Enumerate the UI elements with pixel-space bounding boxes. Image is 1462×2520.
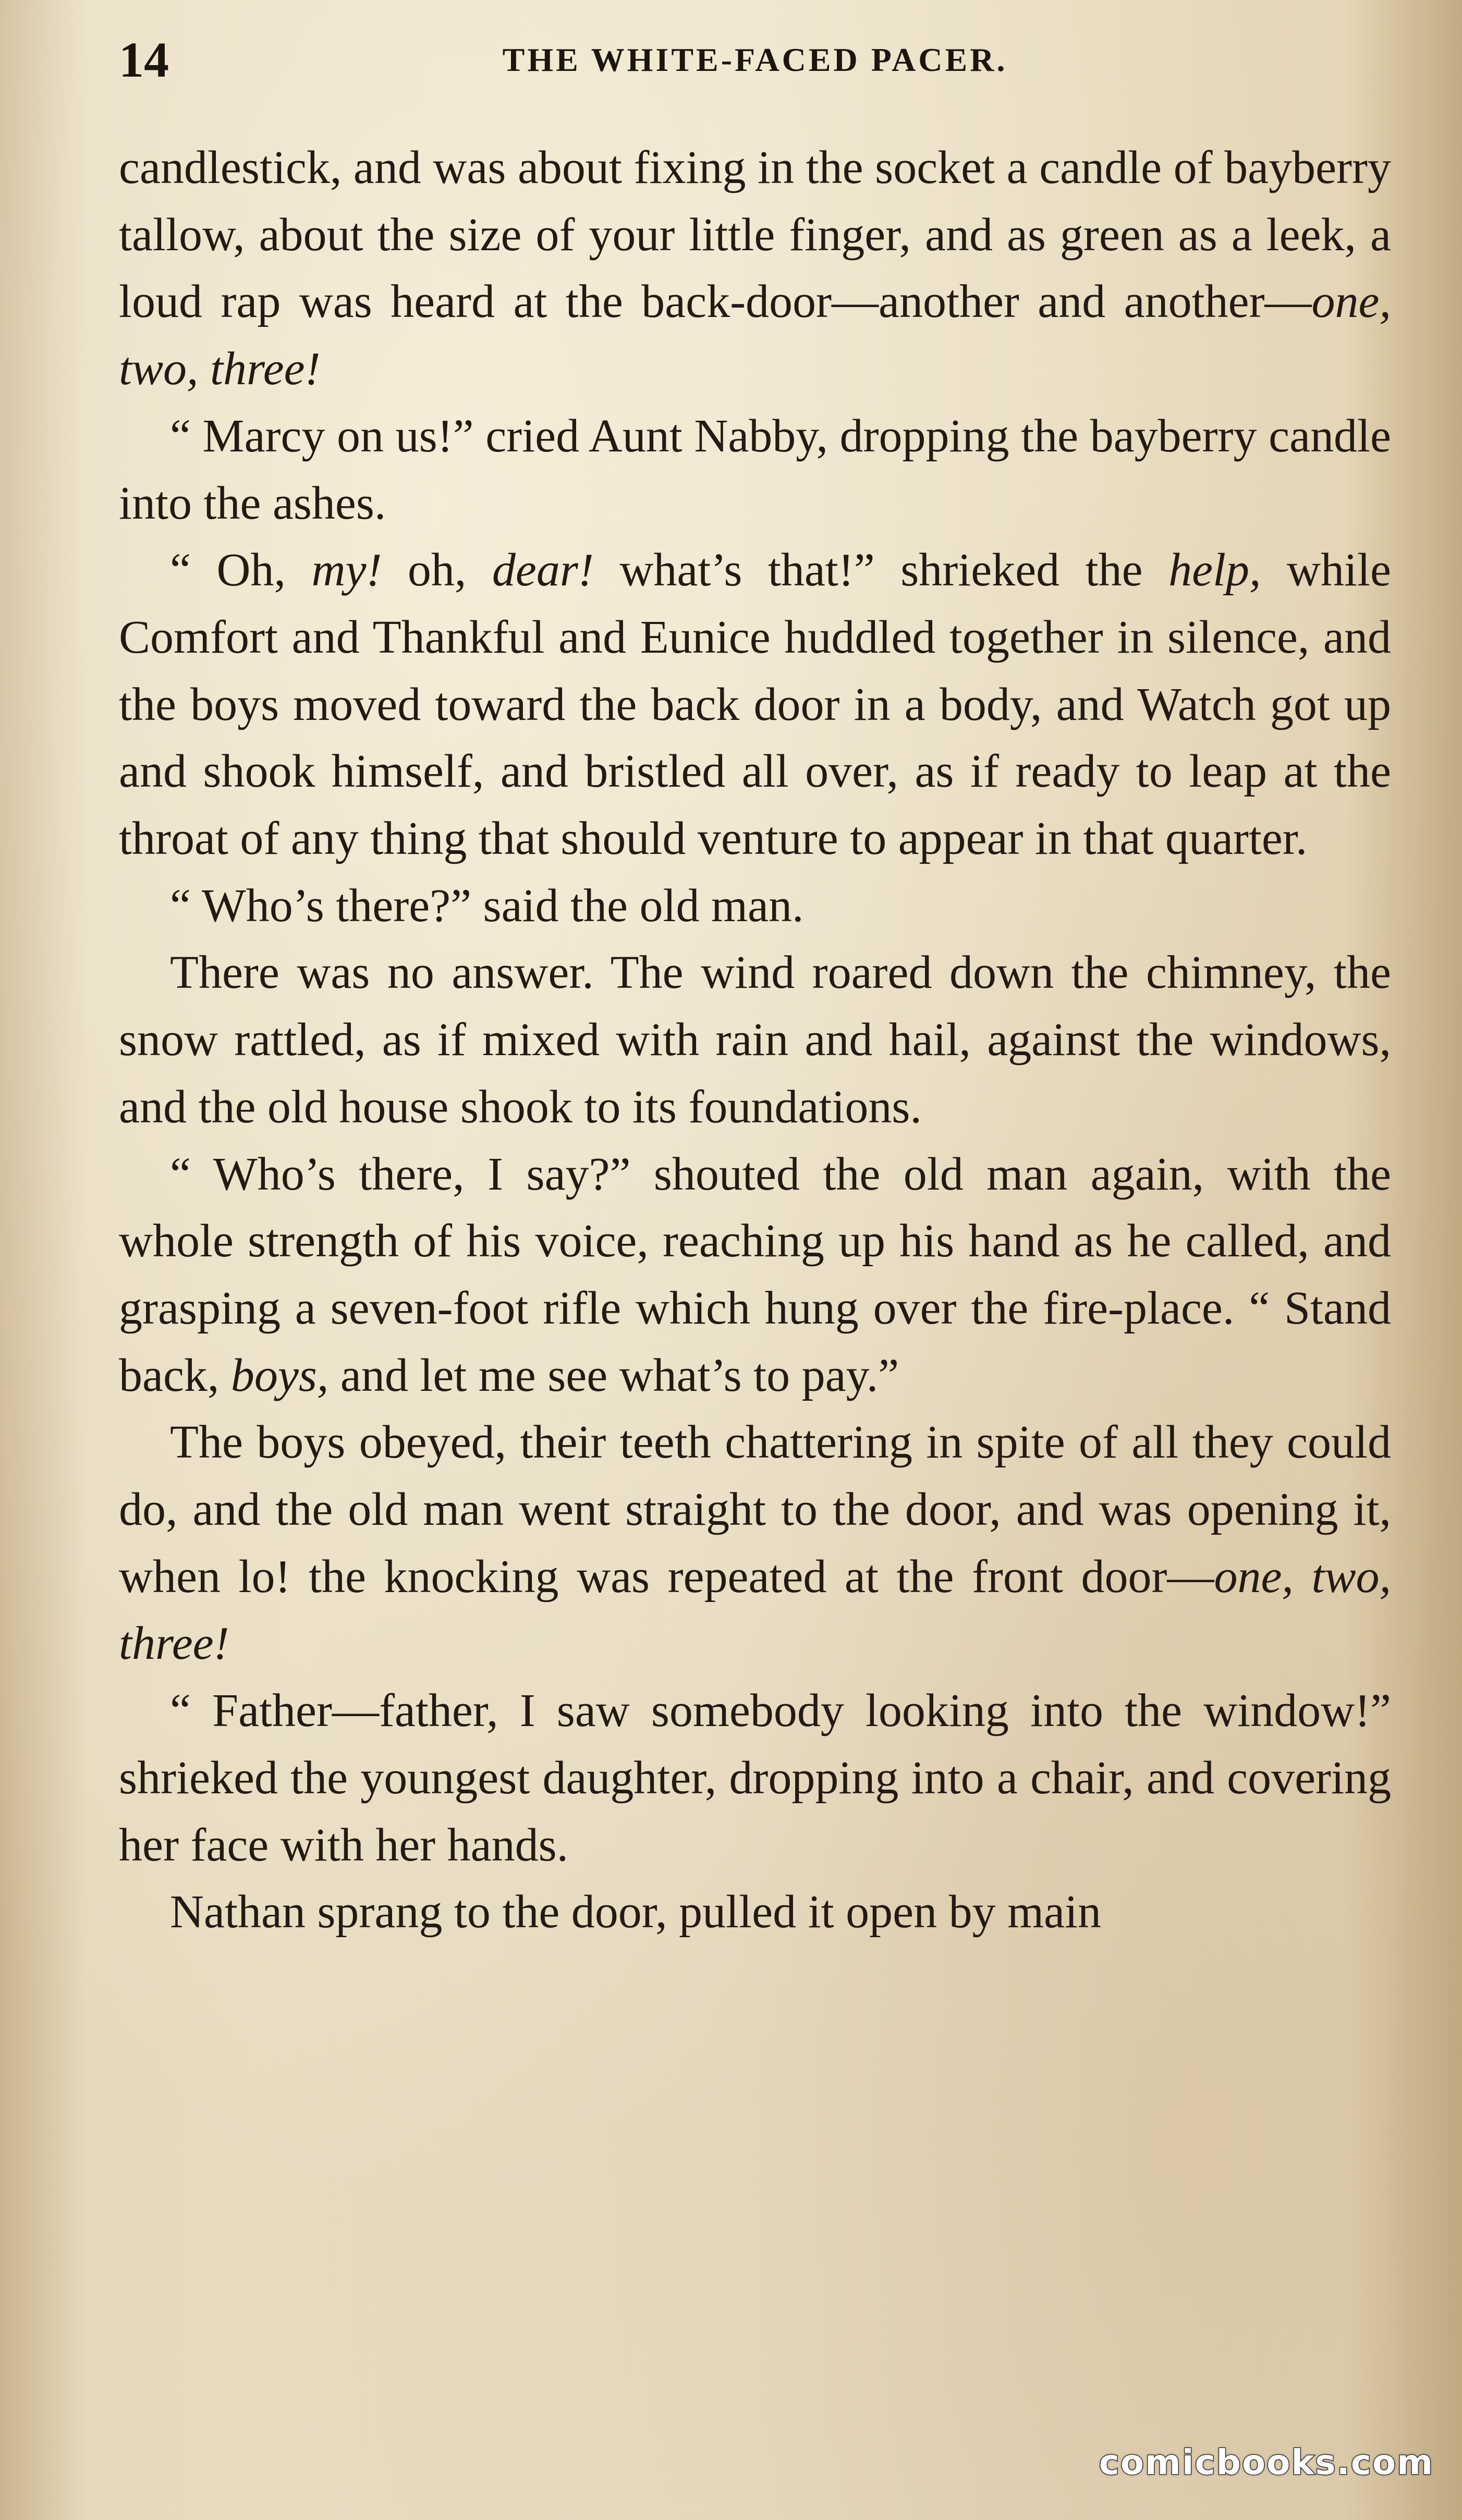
paragraph bbox=[119, 1678, 1391, 1879]
paragraph-text: while Comfort and Thankful and Eunice huddled together in silence, and the boys moved toward the back door in a body, and Watch got up and shook himself, and bristled all over, as if ready to leap at the throat of any thing that should venture to appear in that quarter. bbox=[119, 544, 1392, 865]
italic-text: boys, bbox=[230, 1349, 329, 1401]
paragraph bbox=[119, 134, 1391, 403]
page-number: 14 bbox=[119, 32, 169, 88]
italic-text: one, two, three! bbox=[119, 1550, 1391, 1670]
running-head: THE WHITE-FACED PACER. bbox=[502, 41, 1008, 78]
italic-text: dear! bbox=[492, 544, 594, 596]
paragraph bbox=[119, 939, 1391, 1141]
paragraph-text: Nathan sprang to the door, pulled it open by main bbox=[170, 1886, 1102, 1938]
italic-text: help, bbox=[1168, 544, 1261, 596]
paragraph-text: what’s that!” shrieked the bbox=[593, 544, 1169, 596]
paragraph bbox=[119, 1409, 1391, 1678]
paragraph bbox=[119, 873, 1391, 940]
paragraph-text: candlestick, and was about fixing in the socket a candle of bayberry tallow, about the size of your little finger, and as green as a leek, a loud rap was heard at the back-door—another and another— bbox=[119, 142, 1391, 328]
paragraph bbox=[119, 1141, 1391, 1410]
paragraph-text: “ Who’s there, I say?” shouted the old man again, with the whole strength of his voice, reaching up his hand as he called, and grasping a seven-foot rifle which hung over the fire-place. “ Stand back, bbox=[119, 1148, 1391, 1401]
italic-text: my! bbox=[311, 544, 382, 596]
page-header bbox=[119, 31, 1391, 89]
paragraph-text: The boys obeyed, their teeth chattering in spite of all they could do, and the old man went straight to the door, and was opening it, when lo! the knocking was repeated at the front door— bbox=[119, 1416, 1391, 1602]
body-text bbox=[119, 134, 1391, 1946]
paragraph bbox=[119, 403, 1391, 537]
paragraph bbox=[119, 1879, 1391, 1946]
paragraph-text: “ Father—father, I saw somebody looking into the window!” shrieked the youngest daughter, dropping into a chair, and covering her face with her hands. bbox=[119, 1685, 1391, 1871]
paragraph-text: “ Oh, bbox=[170, 544, 312, 596]
paragraph-text: oh, bbox=[382, 544, 492, 596]
paragraph-text: “ Marcy on us!” cried Aunt Nabby, dropping the bayberry candle into the ashes. bbox=[119, 410, 1391, 529]
paragraph-text: “ Who’s there?” said the old man. bbox=[170, 879, 804, 932]
paragraph bbox=[119, 537, 1391, 873]
paragraph-text: and let me see what’s to pay.” bbox=[328, 1349, 899, 1401]
paragraph-text: There was no answer. The wind roared down the chimney, the snow rattled, as if mixed with rain and hail, against the windows, and the old house shook to its foundations. bbox=[119, 947, 1391, 1133]
watermark: comicbooks.com bbox=[1099, 2442, 1434, 2482]
italic-text: one, two, three! bbox=[119, 276, 1391, 395]
